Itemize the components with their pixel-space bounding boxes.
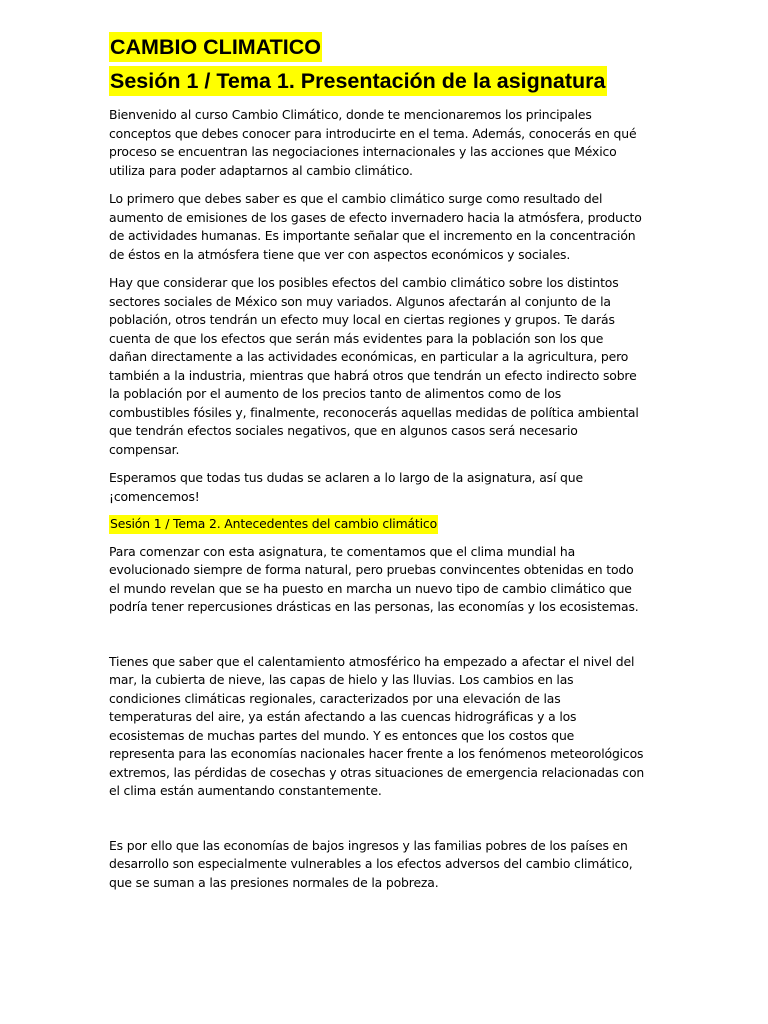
text-line: mar, la cubierta de nieve, las capas de hielo y las lluvias. Los cambios en las xyxy=(109,672,574,687)
text-line: Es por ello que las economías de bajos ingresos y las familias pobres de los países en xyxy=(109,837,628,853)
text-line: Lo primero que debes saber es que el cambio climático surge como resultado del xyxy=(109,191,603,206)
paragraph-effects xyxy=(109,274,664,459)
text-line: combustibles fósiles y, finalmente, reconocerás aquellas medidas de política ambiental xyxy=(109,404,639,420)
text-line: extremos, las pérdidas de cosechas y otras situaciones de emergencia relacionadas con xyxy=(109,764,645,780)
paragraph-vulnerability xyxy=(109,837,664,893)
text-line: podría tener repercusiones drásticas en las personas, las economías y los ecosistemas. xyxy=(109,599,639,614)
text-line: de actividades humanas. Es importante señalar que el incremento en la concentración xyxy=(109,228,636,243)
text-line: temperaturas del aire, ya están afectando a las cuencas hidrográficas y a los xyxy=(109,709,577,724)
text-line: Tienes que saber que el calentamiento atmosférico ha empezado a afectar el nivel del xyxy=(109,653,635,669)
text-line: sectores sociales de México son muy variados. Algunos afectarán al conjunto de la xyxy=(109,293,611,309)
text-line: aumento de emisiones de los gases de efecto invernadero hacia la atmósfera, producto xyxy=(109,209,642,225)
text-line: población, otros tendrán un efecto muy local en ciertas regiones y grupos. Te darás xyxy=(109,312,615,327)
text-line: Para comenzar con esta asignatura, te comentamos que el clima mundial ha xyxy=(109,543,576,559)
paragraph-welcome xyxy=(109,106,664,180)
text-line: ¡comencemos! xyxy=(109,488,200,504)
text-line: utiliza para poder adaptarnos al cambio climático. xyxy=(109,162,413,178)
paragraph-closing xyxy=(109,469,664,506)
text-line: compensar. xyxy=(109,441,180,457)
text-line: Bienvenido al curso Cambio Climático, donde te mencionaremos los principales xyxy=(109,107,592,122)
text-line: de éstos en la atmósfera tiene que ver con aspectos económicos y sociales. xyxy=(109,246,571,262)
paragraph-background xyxy=(109,543,664,617)
text-line: el mundo revelan que se ha puesto en marcha un nuevo tipo de cambio climático que xyxy=(109,580,632,596)
text-line: dañan directamente a las actividades económicas, en particular a la agricultura, pero xyxy=(109,349,629,364)
text-line: proceso se encuentran las negociaciones internacionales y las acciones que México xyxy=(109,144,617,159)
paragraph-origin xyxy=(109,190,664,264)
document-title: CAMBIO CLIMATICO xyxy=(109,32,322,62)
text-line: representa para las economías nacionales hacer frente a los fenómenos meteorológicos xyxy=(109,746,644,761)
paragraph-warming xyxy=(109,653,664,801)
text-line: Hay que considerar que los posibles efectos del cambio climático sobre los distintos xyxy=(109,275,619,290)
document-page xyxy=(109,32,664,892)
text-line: condiciones climáticas regionales, caracterizados por una elevación de las xyxy=(109,690,561,706)
text-line: desarrollo son especialmente vulnerables a los efectos adversos del cambio climático, xyxy=(109,856,633,871)
text-line: que tendrán efectos sociales negativos, que en algunos casos será necesario xyxy=(109,423,578,438)
text-line: la población por el aumento de los precios tanto de alimentos como de los xyxy=(109,386,562,401)
text-line: también a la industria, mientras que habrá otros que tendrán un efecto indirecto sobre xyxy=(109,367,637,383)
text-line: cuenta de que los efectos que serán más evidentes para la población son los que xyxy=(109,330,604,346)
text-line: conceptos que debes conocer para introducirte en el tema. Además, conocerás en qué xyxy=(109,125,637,141)
text-line: Esperamos que todas tus dudas se aclaren a lo largo de la asignatura, así que xyxy=(109,470,583,485)
text-line: el clima están aumentando constantemente. xyxy=(109,783,382,798)
session-1-topic-2-heading: Sesión 1 / Tema 2. Antecedentes del cambio climático xyxy=(109,515,438,534)
text-line: que se suman a las presiones normales de la pobreza. xyxy=(109,874,439,890)
text-line: ecosistemas de muchas partes del mundo. Y es entonces que los costos que xyxy=(109,727,575,743)
text-line: evolucionado siempre de forma natural, pero pruebas convincentes obtenidas en todo xyxy=(109,562,634,577)
session-1-topic-1-heading: Sesión 1 / Tema 1. Presentación de la asignatura xyxy=(109,66,607,96)
